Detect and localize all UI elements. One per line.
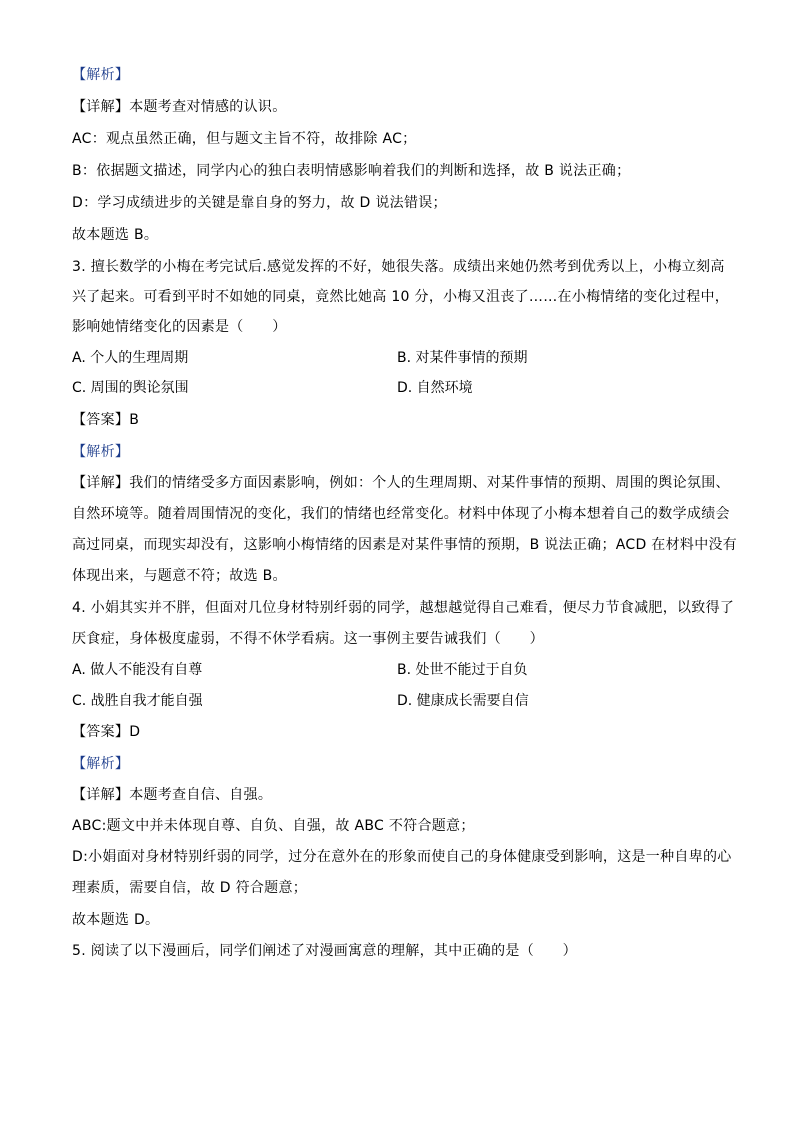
answer-heading-3: 【答案】B <box>72 412 140 428</box>
question-3-line-2: 兴了起来。可看到平时不如她的同桌，竟然比她高 10 分，小梅又沮丧了……在小梅情绪的变化过程中， <box>72 289 730 305</box>
final-answer: 故本题选 B。 <box>72 227 159 243</box>
question-3-explanation-line-4: 体现出来，与题意不符；故选 B。 <box>72 568 287 584</box>
explanation-d-4-line-2: 理素质，需要自信，故 D 符合题意； <box>72 880 308 896</box>
explanation-abc-4: ABC:题文中并未体现自尊、自负、自强，故 ABC 不符合题意； <box>72 818 475 834</box>
analysis-heading-4: 【解析】 <box>72 756 130 772</box>
explanation-b: B：依据题文描述，同学内心的独白表明情感影响着我们的判断和选择，故 B 说法正确； <box>72 163 631 179</box>
question-4-option-b: B. 处世不能过于自负 <box>397 662 528 678</box>
question-4-option-c: C. 战胜自我才能自强 <box>72 693 203 709</box>
question-3-explanation-line-2: 自然环境等。随着周围情况的变化，我们的情绪也经常变化。材料中体现了小梅本想着自己的数学成绩会 <box>72 506 730 522</box>
explanation-d: D：学习成绩进步的关键是靠自身的努力，故 D 说法错误； <box>72 195 447 211</box>
question-3-explanation-line-1: 【详解】我们的情绪受多方面因素影响，例如：个人的生理周期、对某件事情的预期、周围的舆论氛围、 <box>72 475 730 491</box>
question-3-line-1: 3. 擅长数学的小梅在考完试后.感觉发挥的不好，她很失落。成绩出来她仍然考到优秀以上，小梅立刻高 <box>72 259 725 275</box>
analysis-heading: 【解析】 <box>72 67 130 83</box>
question-5-line-1: 5. 阅读了以下漫画后，同学们阐述了对漫画寓意的理解，其中正确的是（ ） <box>72 943 577 959</box>
question-4-line-1: 4. 小娟其实并不胖，但面对几位身材特别纤弱的同学，越想越觉得自己难看，便尽力节食减肥，以致得了 <box>72 600 735 616</box>
answer-heading-4: 【答案】D <box>72 724 141 740</box>
explanation-ac: AC：观点虽然正确，但与题文主旨不符，故排除 AC； <box>72 131 417 147</box>
explanation-d-4-line-1: D:小娟面对身材特别纤弱的同学，过分在意外在的形象而使自己的身体健康受到影响，这是一种自卑的心 <box>72 849 732 865</box>
question-4-line-2: 厌食症，身体极度虚弱，不得不休学看病。这一事例主要告诫我们（ ） <box>72 631 544 647</box>
final-answer-4: 故本题选 D。 <box>72 912 160 928</box>
question-3-option-b: B. 对某件事情的预期 <box>397 350 528 366</box>
detail-explanation: 【详解】本题考查对情感的认识。 <box>72 99 287 115</box>
question-3-line-3: 影响她情绪变化的因素是（ ） <box>72 319 287 335</box>
question-3-explanation-line-3: 高过同桌，而现实却没有，这影响小梅情绪的因素是对某件事情的预期，B 说法正确；ACD 在材料中没有 <box>72 537 738 553</box>
question-3-option-a: A. 个人的生理周期 <box>72 350 189 366</box>
analysis-heading-3: 【解析】 <box>72 444 130 460</box>
question-4-option-d: D. 健康成长需要自信 <box>397 693 529 709</box>
question-3-option-d: D. 自然环境 <box>397 380 473 396</box>
detail-explanation-4: 【详解】本题考查自信、自强。 <box>72 787 273 803</box>
question-4-option-a: A. 做人不能没有自尊 <box>72 662 203 678</box>
question-3-option-c: C. 周围的舆论氛围 <box>72 380 189 396</box>
